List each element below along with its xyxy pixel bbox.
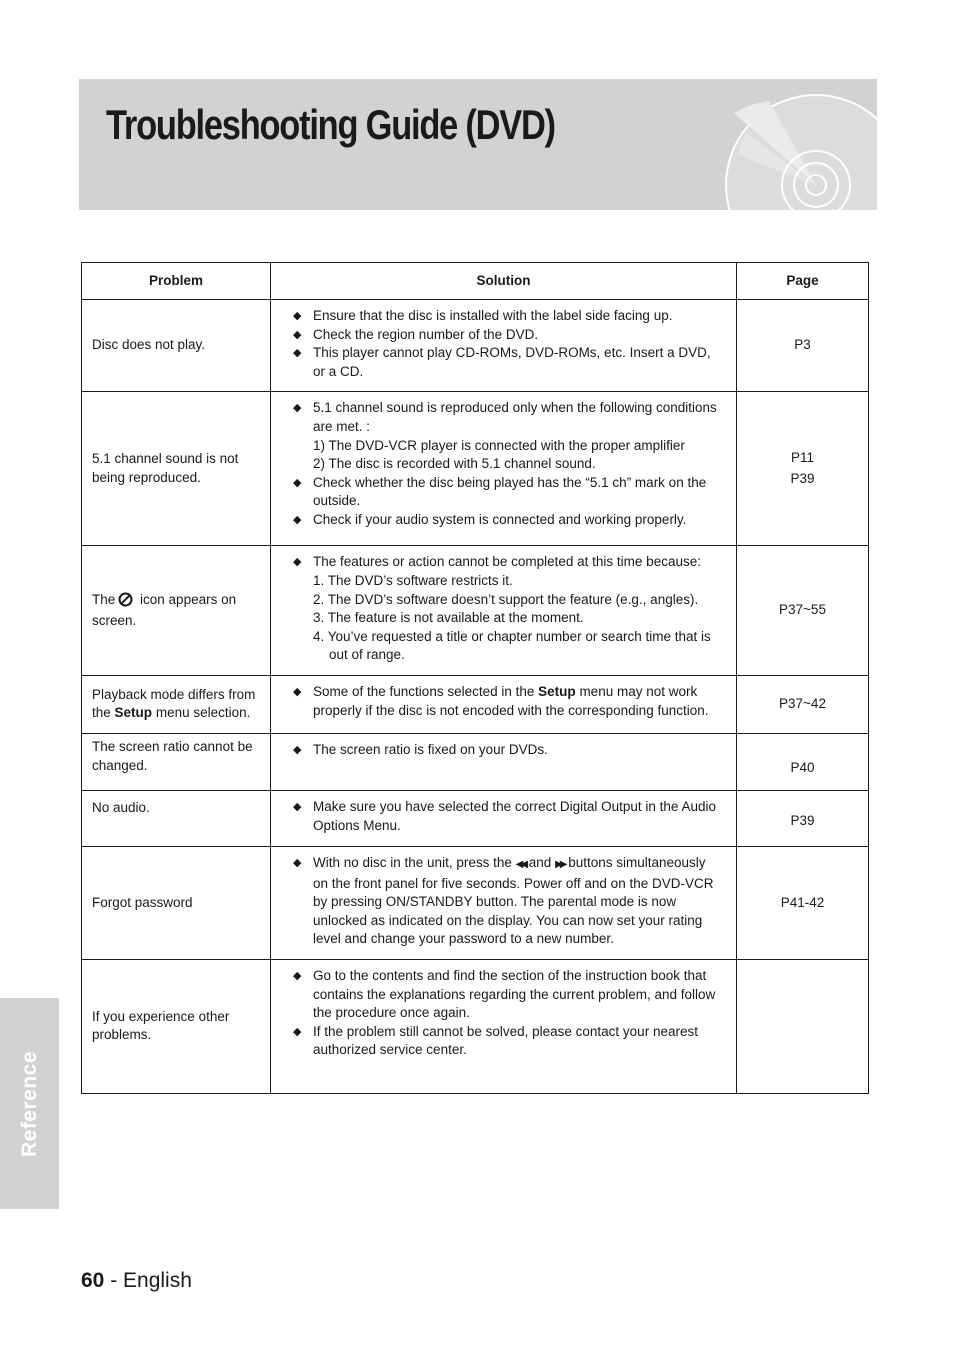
page-reference: P39 xyxy=(790,813,815,829)
solution-text: buttons simultaneously on the front panel for five seconds. Power off and on the DVD-VCR by pressing ON/STANDBY button. The parental mode is now unlocked as indicated on the display. You can now set your rating level and change your password to a new number. xyxy=(313,854,714,947)
problem-cell: The screen ratio cannot be changed. xyxy=(82,733,271,790)
solution-cell xyxy=(271,675,737,733)
prohibited-icon xyxy=(118,592,133,613)
page-number: 60 xyxy=(81,1269,105,1292)
problem-cell xyxy=(82,675,271,733)
page-footer xyxy=(81,1269,192,1293)
reason-line: 4. You’ve requested a title or chapter number or search time that is xyxy=(313,628,711,644)
solution-item: ◆ Make sure you have selected the correct Digital Output in the Audio Options Menu. xyxy=(293,798,724,835)
table-row xyxy=(82,846,869,959)
solution-item xyxy=(293,683,724,720)
table-row xyxy=(82,300,869,392)
table-row xyxy=(82,733,869,790)
footer-language: English xyxy=(123,1269,192,1292)
solution-text: 5.1 channel sound is reproduced only when the following conditions are met. : xyxy=(313,400,717,434)
reason-line: 3. The feature is not available at the moment. xyxy=(313,610,584,626)
solution-item: ◆ If the problem still cannot be solved, please contact your nearest authorized service center. xyxy=(293,1023,724,1060)
solution-cell xyxy=(271,300,737,392)
problem-cell: No audio. xyxy=(82,790,271,846)
problem-text: Playback mode differs from the xyxy=(92,686,256,721)
solution-text: With no disc in the unit, press the xyxy=(313,854,512,870)
solution-item xyxy=(293,399,724,473)
solution-item: ◆ Go to the contents and find the section of the instruction book that contains the explanations regarding the current problem, and follow the procedure once again. xyxy=(293,967,724,1023)
page-cell xyxy=(737,546,869,676)
solution-column-header: Solution xyxy=(271,263,737,300)
condition-line: 2) The disc is recorded with 5.1 channel sound. xyxy=(313,456,596,472)
page-reference: P39 xyxy=(790,470,815,486)
page-reference: P3 xyxy=(794,337,811,353)
setup-menu-name: Setup xyxy=(538,683,576,699)
table-row xyxy=(82,959,869,1093)
problem-text: icon appears on screen. xyxy=(92,591,237,629)
page-cell xyxy=(737,392,869,546)
solution-item: ◆ Check the region number of the DVD. xyxy=(293,326,724,345)
solution-item: ◆ Ensure that the disc is installed with the label side facing up. xyxy=(293,307,724,326)
problem-cell xyxy=(82,546,271,676)
problem-cell: Disc does not play. xyxy=(82,300,271,392)
page-cell xyxy=(737,959,869,1093)
problem-column-header: Problem xyxy=(82,263,271,300)
troubleshooting-table xyxy=(81,262,869,1094)
problem-cell: If you experience other problems. xyxy=(82,959,271,1093)
page-reference: P41-42 xyxy=(780,894,825,910)
page-title: Troubleshooting Guide (DVD) xyxy=(106,101,555,148)
page-column-header: Page xyxy=(737,263,869,300)
title-banner xyxy=(79,79,877,210)
problem-cell: Forgot password xyxy=(82,846,271,959)
setup-menu-name: Setup xyxy=(114,705,153,721)
table-header-row xyxy=(82,263,869,300)
reason-line: 1. The DVD’s software restricts it. xyxy=(313,572,513,588)
solution-text: The features or action cannot be completed at this time because: xyxy=(313,554,701,570)
problem-cell: 5.1 channel sound is not being reproduced. xyxy=(82,392,271,546)
solution-cell xyxy=(271,546,737,676)
page-reference: P37~42 xyxy=(779,696,826,712)
table-row xyxy=(82,790,869,846)
condition-line: 1) The DVD-VCR player is connected with the proper amplifier xyxy=(313,437,685,453)
problem-text: menu selection. xyxy=(155,705,251,721)
fast-forward-icon: ▶▶ xyxy=(555,858,565,870)
solution-item: ◆ Check if your audio system is connected and working properly. xyxy=(293,511,724,530)
page-cell xyxy=(737,733,869,790)
table-row xyxy=(82,675,869,733)
solution-cell xyxy=(271,959,737,1093)
solution-cell xyxy=(271,790,737,846)
table-row xyxy=(82,392,869,546)
page-cell xyxy=(737,846,869,959)
disc-icon xyxy=(724,93,877,210)
solution-text: menu may not work properly if the disc is not encoded with the corresponding function. xyxy=(313,683,709,718)
solution-text: Some of the functions selected in the xyxy=(313,683,535,699)
solution-text: and xyxy=(528,854,552,870)
footer-separator: - xyxy=(104,1269,124,1292)
page-cell xyxy=(737,675,869,733)
reason-line: 2. The DVD’s software doesn’t support the feature (e.g., angles). xyxy=(313,591,699,607)
solution-item: ◆ This player cannot play CD-ROMs, DVD-ROMs, etc. Insert a DVD, or a CD. xyxy=(293,344,724,381)
solution-cell xyxy=(271,846,737,959)
solution-cell xyxy=(271,733,737,790)
page-reference: P37~55 xyxy=(779,602,826,618)
solution-item: ◆ The screen ratio is fixed on your DVDs. xyxy=(293,741,724,760)
solution-item: ◆ Check whether the disc being played has the “5.1 ch” mark on the outside. xyxy=(293,474,724,511)
rewind-icon: ◀◀ xyxy=(515,858,526,870)
page-cell xyxy=(737,300,869,392)
section-side-tab xyxy=(0,998,59,1209)
page-reference: P11 xyxy=(790,450,815,466)
solution-item xyxy=(293,854,724,949)
problem-text: The xyxy=(92,591,116,607)
page-reference: P40 xyxy=(790,759,815,775)
reason-line: out of range. xyxy=(329,647,405,663)
page-cell xyxy=(737,790,869,846)
solution-item xyxy=(293,553,724,665)
solution-cell xyxy=(271,392,737,546)
section-tab-label: Reference xyxy=(17,1050,41,1157)
table-row xyxy=(82,546,869,676)
